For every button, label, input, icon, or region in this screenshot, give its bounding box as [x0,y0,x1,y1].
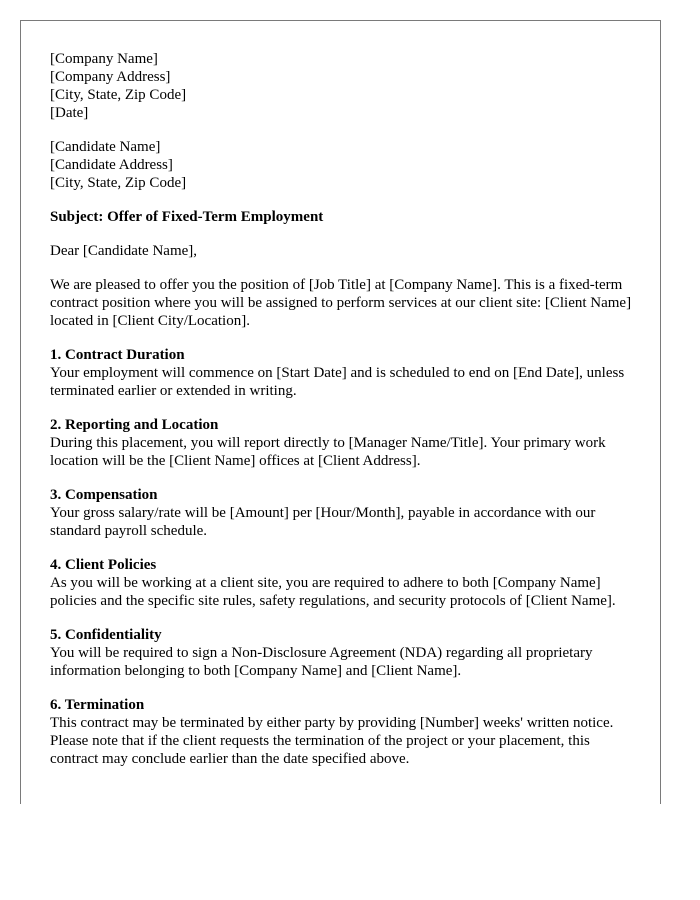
section-body: Your employment will commence on [Start Date] and is scheduled to end on [End Date], unless terminated earlier or extended in writing. [50,365,625,399]
section-body: As you will be working at a client site, you are required to adhere to both [Company Name] policies and the specific site rules, safety regulations, and security protocols of [Client Name]. [50,575,616,609]
section-reporting-location [50,416,640,470]
section-confidentiality [50,626,640,680]
letter-intro: We are pleased to offer you the position of [Job Title] at [Company Name]. This is a fixed-term contract position where you will be assigned to perform services at our client site: [Client Name] located in [Client City/Location]. [50,277,632,329]
letter-page [20,20,661,804]
section-body: Your gross salary/rate will be [Amount] per [Hour/Month], payable in accordance with our standard payroll schedule. [50,505,596,539]
recipient-address: [Candidate Address] [50,157,173,173]
section-title: 3. Compensation [50,487,158,503]
sender-company-address: [Company Address] [50,69,171,85]
section-body: During this placement, you will report directly to [Manager Name/Title]. Your primary work location will be the [Client Name] offices at [Client Address]. [50,435,606,469]
letter-date: [Date] [50,105,89,121]
section-body: You will be required to sign a Non-Disclosure Agreement (NDA) regarding all proprietary information belonging to both [Company Name] and [Client Name]. [50,645,593,679]
recipient-name: [Candidate Name] [50,139,161,155]
section-title: 2. Reporting and Location [50,417,219,433]
section-termination [50,696,640,768]
letter-content [50,50,640,784]
sender-company-name: [Company Name] [50,51,158,67]
section-client-policies [50,556,640,610]
letter-salutation: Dear [Candidate Name], [50,243,198,259]
letter-subject: Subject: Offer of Fixed-Term Employment [50,209,324,225]
section-title: 4. Client Policies [50,557,157,573]
section-contract-duration [50,346,640,400]
section-body: This contract may be terminated by either party by providing [Number] weeks' written notice. Please note that if the client requests the termination of the project or your placement, this contract may conclude earlier than the date specified above. [50,715,614,767]
section-title: 1. Contract Duration [50,347,185,363]
sender-city-state-zip: [City, State, Zip Code] [50,87,187,103]
recipient-city-state-zip: [City, State, Zip Code] [50,175,187,191]
section-title: 6. Termination [50,697,145,713]
section-compensation [50,486,640,540]
sender-address-block [50,50,640,122]
recipient-address-block [50,138,640,192]
section-title: 5. Confidentiality [50,627,162,643]
